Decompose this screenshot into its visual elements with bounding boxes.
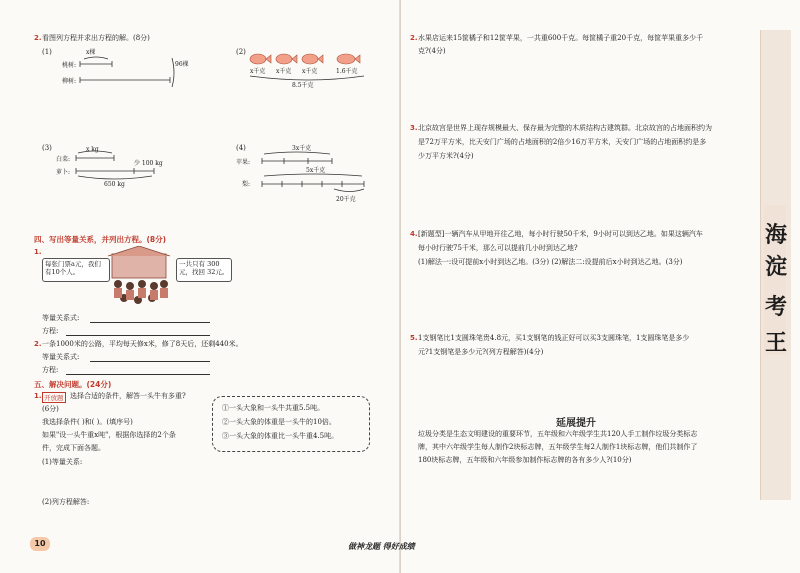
equation-label-1: 方程: (42, 327, 59, 335)
sec4-q1-number: 1. (34, 248, 42, 256)
relation-answer-line-1[interactable] (90, 322, 210, 323)
d1-row1-label: 桃树: (62, 62, 77, 69)
r-q3-line2: 是72万平方米，比天安门广场的占地面积的2倍少16万平方米，天安门广场的占地面积约是多 (418, 138, 707, 146)
sec4-q2-number: 2. (34, 340, 42, 348)
ext-line2: 牌，其中六年级学生每人制作2块标志牌，五年级学生每2人制作1块标志牌，他们共制作了 (418, 443, 698, 451)
d2-total: 8.5千克 (292, 82, 314, 89)
q2-number: 2. (34, 34, 42, 42)
section5-title: 五、解决问题。(24分) (34, 380, 112, 389)
equation-label-2: 方程: (42, 366, 59, 374)
section4-title: 四、写出等量关系，并列出方程。(8分) (34, 235, 167, 244)
d3-x-label: x kg (86, 146, 99, 153)
r-q2-line2: 克?(4分) (418, 47, 446, 55)
d2-x1: x千克 (250, 68, 266, 75)
p1-line1: 选择合适的条件，解答一头牛有多重? (70, 392, 186, 400)
d4-row2-label: 梨: (242, 181, 251, 188)
brand-char-2: 淀 (764, 255, 787, 280)
d4-row1-label: 苹果: (236, 159, 251, 166)
d4-label: (4) (236, 144, 246, 152)
r-q4-number: 4. (410, 230, 418, 238)
d4-total: 20千克 (336, 196, 356, 203)
r-q5-number: 5. (410, 334, 418, 342)
r-q4-line1: [新题型]一辆汽车从甲地开往乙地，每小时行驶50千米，9小时可以到达乙地。如果这辆汽车 (418, 230, 703, 238)
children-illustration (104, 246, 176, 312)
brand-char-4: 王 (764, 331, 787, 356)
ext-line3: 180块标志牌，五年级和六年级参加制作标志牌的各有多少人?(10分) (418, 456, 632, 464)
p1-sub1: (1)等量关系: (42, 458, 83, 466)
condition-1: ①一头大象和一头牛共重5.5吨。 (222, 404, 325, 412)
r-q3-number: 3. (410, 124, 418, 132)
d4-top: 3x千克 (292, 145, 312, 152)
r-q4-line3: (1)解法一:设可提前x小时到达乙地。(3分) (2)解法二:设提前后x小时到达乙地。(3分) (418, 258, 683, 266)
sec4-q2-text: 一条1000米的公路，平均每天修x米，修了8天后，还剩440米。 (42, 340, 243, 348)
equation-answer-line-2[interactable] (66, 374, 210, 375)
footer-slogan: 做神龙题 得好成绩 (348, 541, 415, 551)
d3-row2-label: 萝卜: (56, 169, 71, 176)
d3-diagram (74, 148, 164, 182)
fish-icons (248, 50, 368, 68)
relation-answer-line-2[interactable] (90, 361, 210, 362)
d4-mid: 5x千克 (306, 167, 326, 174)
p1-number: 1. (34, 392, 42, 400)
d1-x-label: x棵 (86, 49, 96, 56)
q2-title: 看图列方程并求出方程的解。(8分) (42, 34, 150, 42)
p1-line3: 我选择条件( )和( )。(填序号) (42, 418, 133, 426)
r-q3-line3: 少万平方米?(4分) (418, 152, 474, 160)
r-q3-line1: 北京故宫是世界上现存规模最大、保存最为完整的木质结构古建筑群。北京故宫的占地面积约为 (418, 124, 712, 132)
d2-x3: x千克 (302, 68, 318, 75)
brand-char-1: 海 (764, 223, 787, 248)
condition-3: ③一头大象的体重比一头牛重4.5吨。 (222, 432, 339, 440)
brand-char-3: 考 (764, 295, 787, 320)
extension-title: 延展提升 (556, 418, 596, 429)
r-q5-line2: 元?1支钢笔是多少元?(列方程解答)(4分) (418, 348, 544, 356)
relation-label-1: 等量关系式: (42, 314, 80, 322)
p1-sub2: (2)列方程解答: (42, 498, 90, 506)
d1-label: (1) (42, 48, 52, 56)
d1-diagram (78, 55, 178, 95)
r-q5-line1: 1支钢笔比1支圆珠笔贵4.8元，买1支钢笔的钱正好可以买3支圆珠笔，1支圆珠笔是多少 (418, 334, 690, 342)
r-q4-line2: 每小时行驶75千米，那么可以提前几小时到达乙地? (418, 244, 578, 252)
page-fold (399, 0, 401, 573)
speech-bubble-right: 一共只有 300元，找回 32元。 (176, 258, 232, 282)
open-question-tag: 开放题 (44, 394, 64, 402)
p1-line4: 如果"设一头牛重x吨"，根据你选择的2个条 (42, 431, 176, 439)
d1-total: 96棵 (175, 61, 189, 68)
relation-label-2: 等量关系式: (42, 353, 80, 361)
p1-line2: (6分) (42, 405, 59, 413)
d3-label: (3) (42, 144, 52, 152)
d2-weight: 1.6千克 (336, 68, 358, 75)
d3-less: 少 100 kg (134, 160, 163, 167)
condition-2: ②一头大象的体重是一头牛的10倍。 (222, 418, 336, 426)
speech-bubble-left: 每张门票a元，我们有10个人。 (42, 258, 110, 282)
page-number: 10 (30, 537, 50, 551)
r-q2-line1: 水果店运来15筐橘子和12筐苹果，一共重600千克。每筐橘子重20千克，每筐苹果重多少千 (418, 34, 704, 42)
d1-row2-label: 柳树: (62, 78, 77, 85)
equation-answer-line-1[interactable] (66, 335, 210, 336)
d2-x2: x千克 (276, 68, 292, 75)
d2-label: (2) (236, 48, 246, 56)
d3-total: 650 kg (104, 181, 125, 188)
r-q2-number: 2. (410, 34, 418, 42)
ext-line1: 垃圾分类是生态文明建设的重要环节，五年级和六年级学生共120人手工制作垃圾分类标志 (418, 430, 698, 438)
d3-row1-label: 白菜: (56, 156, 71, 163)
p1-line5: 件，完成下面各题。 (42, 444, 105, 452)
